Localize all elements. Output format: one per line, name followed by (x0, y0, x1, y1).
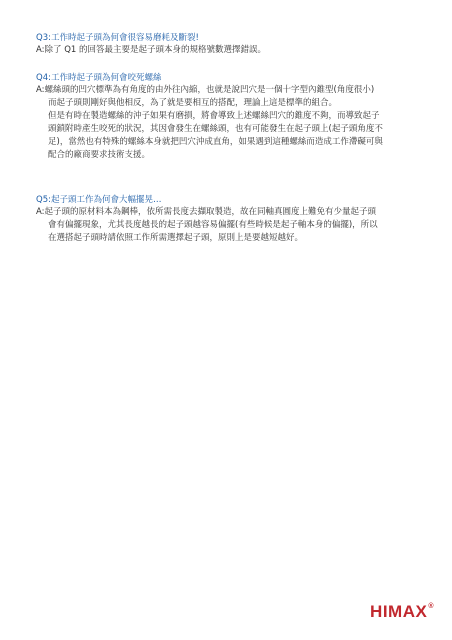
answer-line: 會有偏擺現象，尤其長度越長的起子頭越容易偏擺(有些時候是起子軸本身的偏擺)，所以 (48, 220, 378, 230)
question-q4: Q4:工作時起子頭為何會咬死螺絲 (36, 73, 162, 83)
answer-line: 在選搭起子頭時請依照工作所需選擇起子頭，原則上是要越短越好。 (48, 233, 304, 243)
faq-item-q5 (36, 194, 420, 245)
answer-q4 (36, 84, 420, 162)
registered-mark: ® (428, 603, 434, 610)
answer-line: 足)，當然也有特殊的螺絲本身就把凹穴沖成直角，如果遇到這種螺絲而造成工作滯礙可與 (48, 137, 383, 147)
himax-logo (370, 602, 434, 622)
faq-item-q4 (36, 72, 420, 162)
answer-q3 (36, 44, 420, 57)
answer-line: A:起子頭的原材料本為鋼棒，依所需長度去擷取製造，故在同軸真圓度上難免有少量起子頭 (36, 207, 377, 217)
faq-item-q3 (36, 32, 420, 57)
logo-text: HIMAX (370, 602, 428, 621)
answer-line: A:螺絲頭的凹穴標準為有角度的由外往內縮，也就是說凹穴是一個十字型內錐型(角度很小) (36, 85, 375, 95)
answer-line: 頭鎖附時產生咬死的狀況，其因會發生在螺絲頭，也有可能發生在起子頭上(起子頭角度不 (48, 124, 383, 134)
answer-q5 (36, 206, 420, 245)
answer-line: 配合的廠商要求技術支援。 (48, 150, 151, 160)
answer-line: A:除了 Q1 的回答最主要是起子頭本身的規格號數選擇錯誤。 (36, 45, 267, 55)
answer-line: 而起子頭則剛好與他相反，為了就是要相互的搭配，理論上這是標準的組合。 (48, 98, 338, 108)
question-q5: Q5:起子頭工作為何會大幅擺晃… (36, 195, 162, 205)
question-q3: Q3:工作時起子頭為何會很容易磨耗及斷裂! (36, 33, 199, 43)
answer-line: 但是有時在製造螺絲的沖子如果有磨損，將會導致上述螺絲凹穴的錐度不夠，而導致起子 (48, 111, 380, 121)
